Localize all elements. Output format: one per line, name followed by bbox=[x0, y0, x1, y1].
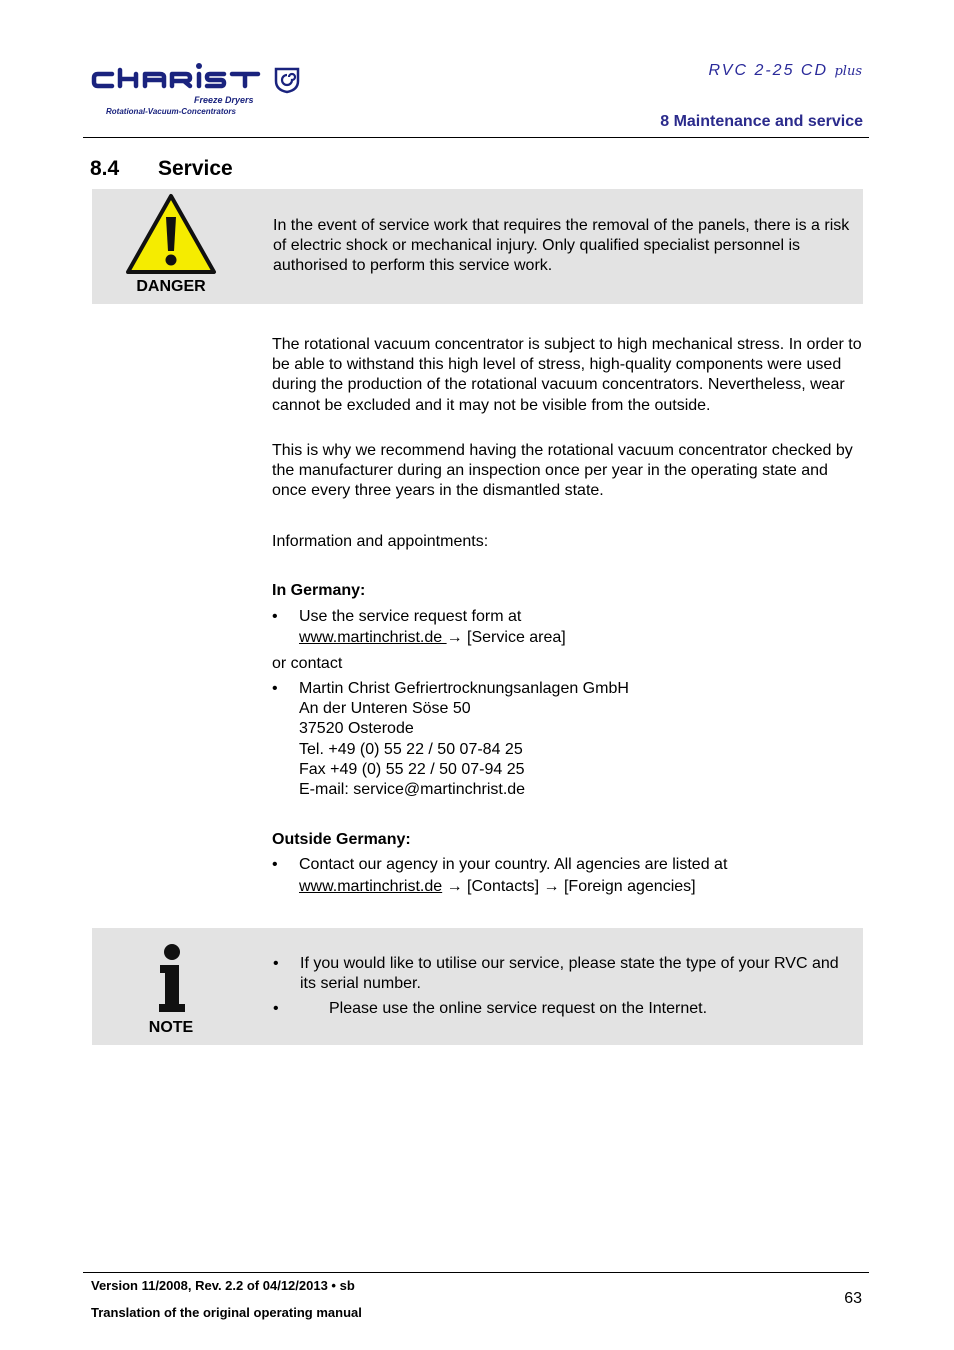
agencies-link[interactable]: www.martinchrist.de bbox=[299, 878, 443, 896]
agencies-link-suffix: → [Contacts] → [Foreign agencies] bbox=[442, 878, 696, 896]
note-item-1-text: If you would like to utilise our service, please state the type of your RVC and its serial number. bbox=[300, 955, 839, 992]
address-phone: Tel. +49 (0) 55 22 / 50 07-84 25 bbox=[299, 740, 523, 758]
germany-bullet bbox=[272, 607, 862, 649]
or-contact: or contact bbox=[272, 655, 343, 672]
model-suffix: plus bbox=[834, 64, 862, 79]
note-item-2-text: Please use the online service request on the Internet. bbox=[329, 1000, 708, 1017]
germany-heading: In Germany: bbox=[272, 582, 366, 599]
bullet-glyph: • bbox=[272, 856, 278, 873]
bullet-glyph: • bbox=[272, 680, 278, 697]
bullet-glyph: • bbox=[272, 608, 278, 625]
danger-text: In the event of service work that requires the removal of the panels, there is a risk of electric shock or mechanical injury. Only qualified specialist personnel is authorised to perform this service work. bbox=[273, 217, 850, 274]
chapter-title: 8 Maintenance and service bbox=[660, 113, 863, 130]
section-title: Service bbox=[158, 157, 233, 180]
service-link-suffix: → [Service area] bbox=[446, 629, 566, 647]
info-i-icon bbox=[152, 943, 192, 1013]
model-name bbox=[709, 62, 863, 80]
address-block bbox=[299, 679, 859, 800]
note-item-1 bbox=[273, 954, 853, 994]
header-rule bbox=[83, 137, 869, 138]
logo-tagline-rvc: Rotational-Vacuum-Concentrators bbox=[106, 107, 236, 116]
danger-label: DANGER bbox=[136, 278, 206, 295]
model-text: RVC 2-25 CD bbox=[708, 62, 829, 79]
note-label: NOTE bbox=[148, 1019, 194, 1036]
paragraph-stress: The rotational vacuum concentrator is subject to high mechanical stress. In order to be able to withstand this high level of stress, high-quality components were used during the production of the rotational vacuum concentrators. Nevertheless, wear cannot be excluded and it may not be visible from the outside. bbox=[272, 336, 862, 414]
outside-bullet-text: Contact our agency in your country. All agencies are listed at bbox=[299, 856, 728, 873]
section-number: 8.4 bbox=[90, 157, 120, 180]
address-email: E-mail: service@martinchrist.de bbox=[299, 781, 526, 799]
address-bullet bbox=[272, 679, 862, 804]
danger-notice bbox=[92, 189, 863, 304]
warning-triangle-icon bbox=[125, 193, 217, 275]
christ-emblem-icon bbox=[273, 66, 301, 94]
logo-tagline-freeze: Freeze Dryers bbox=[194, 95, 254, 105]
note-item-2 bbox=[273, 999, 853, 1019]
info-line: Information and appointments: bbox=[272, 533, 489, 550]
bullet-glyph: • bbox=[273, 955, 279, 972]
address-company: Martin Christ Gefriertrocknungsanlagen GmbH bbox=[299, 680, 629, 697]
paragraph-recommendation: This is why we recommend having the rotational vacuum concentrator checked by the manufacturer during an inspection once per year in the operating state and once every three years in the dismantled state. bbox=[272, 442, 853, 500]
outside-heading: Outside Germany: bbox=[272, 831, 411, 848]
address-fax: Fax +49 (0) 55 22 / 50 07-94 25 bbox=[299, 760, 525, 778]
address-street: An der Unteren Söse 50 bbox=[299, 700, 471, 718]
germany-bullet-text: Use the service request form at bbox=[299, 608, 522, 625]
service-link[interactable]: www.martinchrist.de bbox=[299, 629, 447, 647]
page-number: 63 bbox=[844, 1290, 862, 1307]
christ-wordmark bbox=[90, 62, 265, 94]
bullet-glyph: • bbox=[273, 1000, 279, 1017]
christ-logo bbox=[90, 62, 310, 120]
address-city: 37520 Osterode bbox=[299, 720, 414, 738]
footer-rule bbox=[83, 1272, 869, 1273]
outside-bullet bbox=[272, 855, 862, 899]
note-notice bbox=[92, 928, 863, 1045]
footer-translation: Translation of the original operating manual bbox=[91, 1305, 362, 1320]
footer-version: Version 11/2008, Rev. 2.2 of 04/12/2013 • sb bbox=[91, 1278, 355, 1293]
